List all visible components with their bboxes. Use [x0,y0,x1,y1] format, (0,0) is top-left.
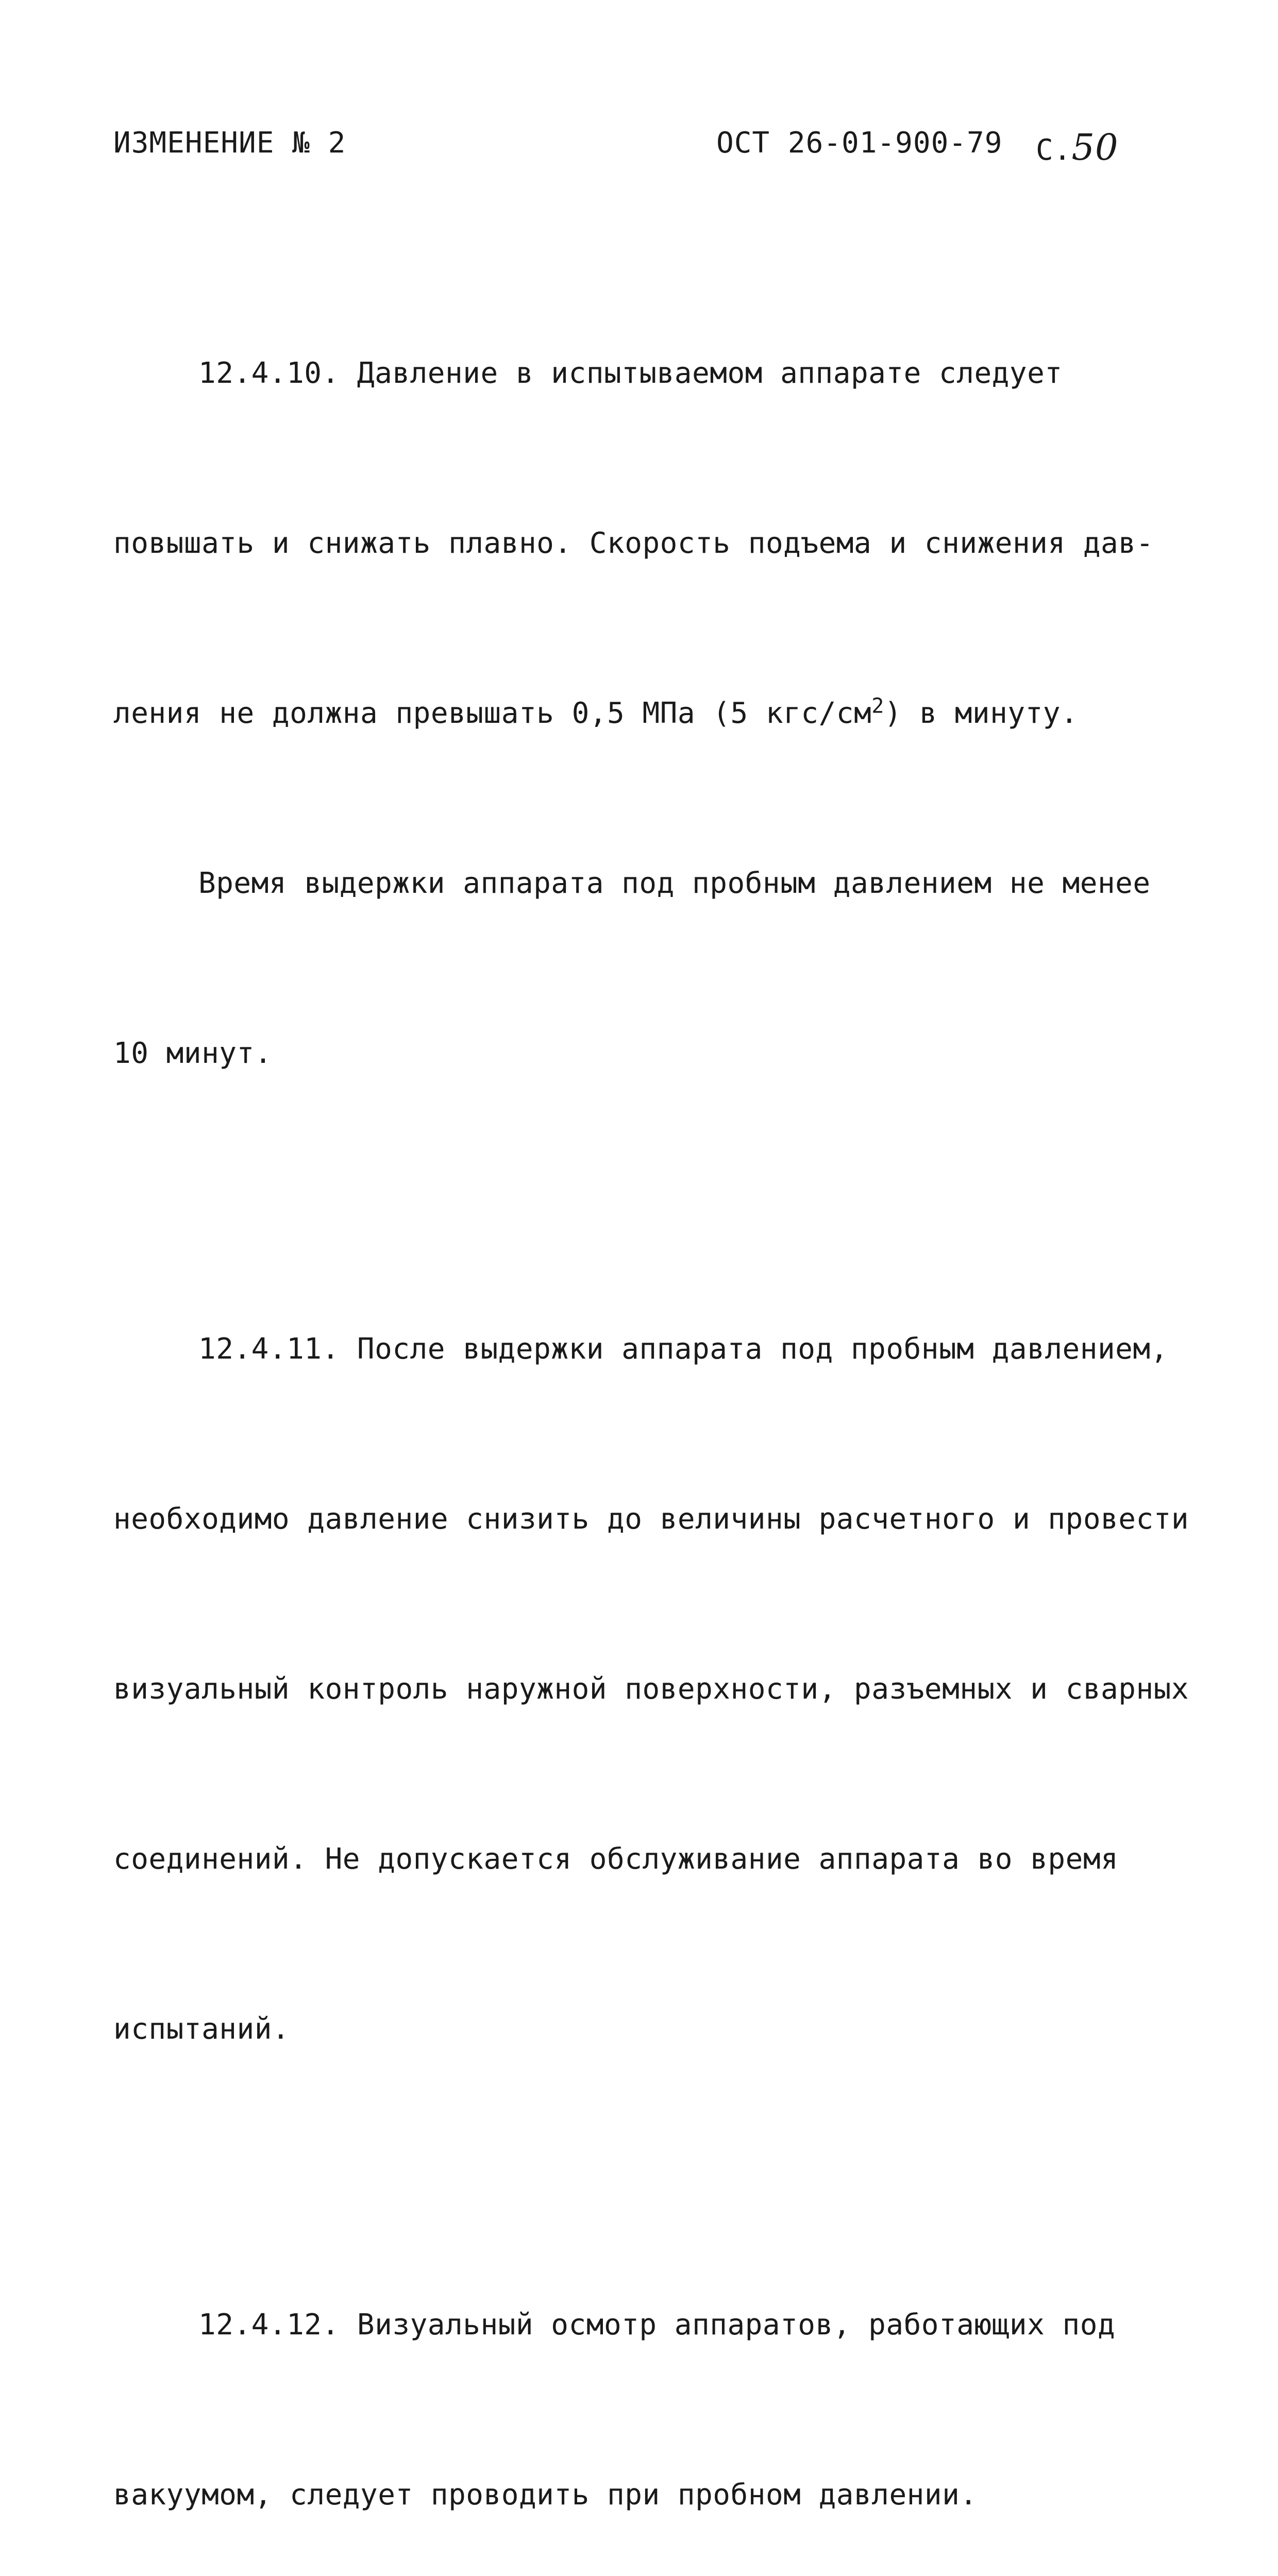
page-number [1036,126,1119,168]
superscript: 2 [871,694,884,718]
page-number-handwritten: 50 [1071,126,1119,168]
text-line: необходимо давление снизить до величины расчетного и провести [113,1502,1189,1536]
text-segment: ления не должна превышать 0,5 МПа (5 кгс/см [113,697,872,730]
paragraph-12-4-11 [113,1208,1237,2171]
text-line: 12.4.10. Давление в испытываемом аппарате следует [198,357,1063,390]
text-line: 12.4.11. После выдержки аппарата под пробным давлением, [198,1332,1168,1366]
text-line: визуальный контроль наружной поверхности, разъемных и сварных [113,1672,1189,1706]
text-line: 12.4.12. Визуальный осмотр аппаратов, работающих под [198,2308,1116,2342]
text-line: 10 минут. [113,1037,272,1070]
page-prefix: С. [1036,133,1072,167]
document-body [113,232,1237,2576]
paragraph-12-4-10 [113,232,1237,1195]
text-line [113,685,1237,742]
page-header [113,116,1144,173]
text-segment: ) в минуту. [884,697,1079,730]
text-line: Время выдержки аппарата под пробным давлением не менее [198,867,1151,900]
paragraph-12-4-12 [113,2183,1237,2576]
text-line: повышать и снижать плавно. Скорость подъема и снижения дав- [113,527,1154,560]
standard-code: ОСТ 26-01-900-79 [716,126,1003,160]
text-line: соединений. Не допускается обслуживание аппарата во время [113,1842,1119,1876]
text-line: испытаний. [113,2012,290,2046]
amendment-label: ИЗМЕНЕНИЕ № 2 [113,126,346,160]
text-line: вакуумом, следует проводить при пробном давлении. [113,2478,978,2512]
